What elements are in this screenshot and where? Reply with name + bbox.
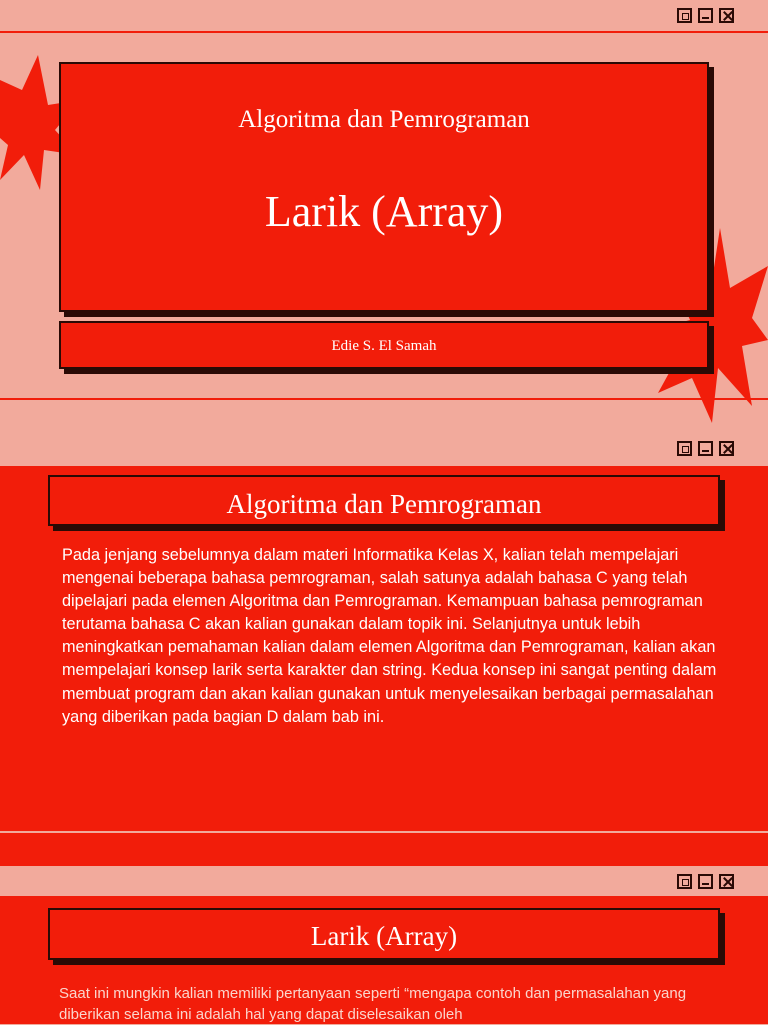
body-paragraph: Saat ini mungkin kalian memiliki pertanyaan seperti “mengapa contoh dan permasalahan yang diberikan selama ini adalah hal yang dapat diselesaikan oleh — [59, 985, 687, 1023]
maximize-icon[interactable] — [677, 874, 692, 889]
window-controls — [677, 441, 734, 456]
minimize-icon[interactable] — [698, 8, 713, 23]
maximize-icon[interactable] — [677, 441, 692, 456]
close-icon[interactable] — [719, 441, 734, 456]
heading-panel — [48, 908, 720, 960]
section-heading: Algoritma dan Pemrograman — [226, 489, 542, 519]
close-icon[interactable] — [719, 8, 734, 23]
slide-3 — [0, 866, 768, 1024]
maximize-icon[interactable] — [677, 8, 692, 23]
slide-2-bottom-divider-line — [0, 831, 768, 833]
window-controls — [677, 8, 734, 23]
top-divider-line — [0, 31, 768, 33]
minimize-icon[interactable] — [698, 874, 713, 889]
author-name: Edie S. El Samah — [331, 338, 437, 354]
body-paragraph: Pada jenjang sebelumnya dalam materi Informatika Kelas X, kalian telah mempelajari mengenai beberapa bahasa pemrograman, salah satunya adalah bahasa C yang telah dipelajari pada elemen Algoritma dan Pemrograman. Kemampuan bahasa pemrograman terutama bahasa C akan kalian gunakan dalam topik ini. Selanjutnya untuk lebih meningkatkan pemahaman kalian dalam elemen Algoritma dan Pemrograman, kalian akan mempelajari konsep larik serta karakter dan string. Kedua konsep ini sangat penting dalam membuat program dan akan kalian gunakan untuk menyelesaikan berbagai permasalahan yang diberikan pada bagian D dalam bab ini. — [62, 546, 717, 726]
slide-1 — [0, 0, 768, 440]
section-heading: Larik (Array) — [310, 921, 458, 951]
window-controls — [677, 874, 734, 889]
heading-panel — [48, 475, 720, 526]
slide-subtitle: Algoritma dan Pemrograman — [238, 106, 530, 133]
slide-2 — [0, 440, 768, 866]
close-icon[interactable] — [719, 874, 734, 889]
title-panel — [59, 62, 709, 312]
slide-title: Larik (Array) — [264, 187, 504, 236]
author-panel — [59, 321, 709, 369]
minimize-icon[interactable] — [698, 441, 713, 456]
